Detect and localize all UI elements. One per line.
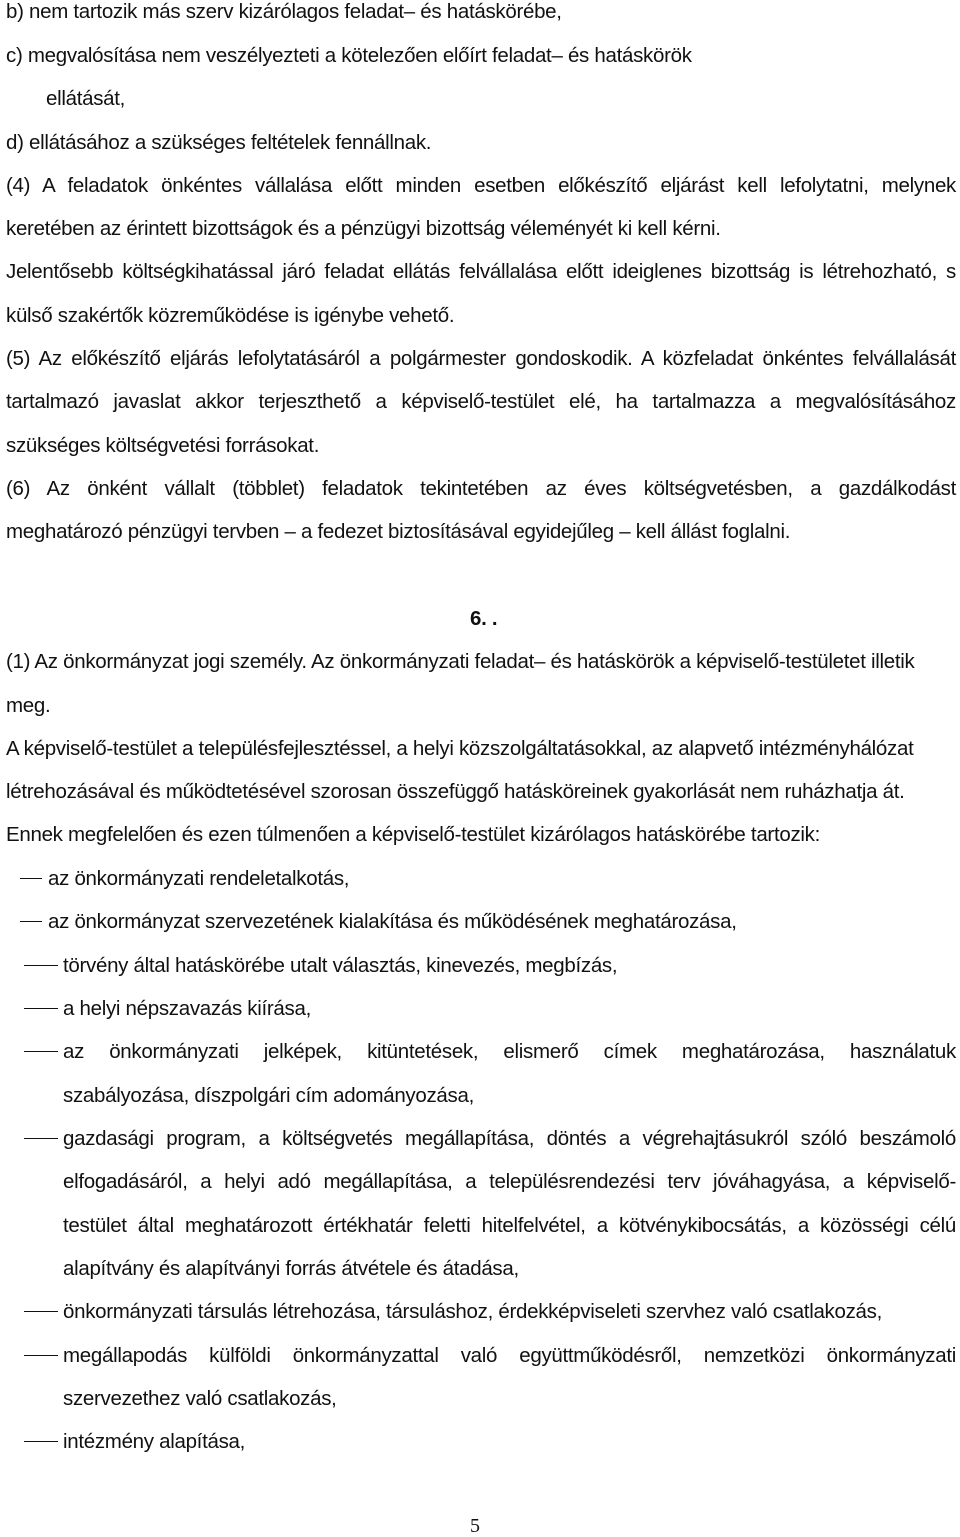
list-item-continuation: szabályozása, díszpolgári cím adományozása, [63,1084,474,1107]
paragraph-line: d) ellátásához a szükséges feltételek fennállnak. [6,131,432,154]
dash-bullet [24,1311,58,1312]
paragraph-line: tartalmazó javaslat akkor terjeszthető a képviselő-testület elé, ha tartalmazza a megvalósításához [6,390,956,413]
dash-bullet [24,1051,58,1052]
paragraph-line: A képviselő-testület a településfejlesztéssel, a helyi közszolgáltatásokkal, az alapvető intézményhálózat [6,737,914,760]
dash-bullet [24,965,58,966]
paragraph-line: meg. [6,694,51,717]
list-item-text: önkormányzati társulás létrehozása, társuláshoz, érdekképviseleti szervhez való csatlakozás, [63,1300,882,1323]
paragraph-line: (1) Az önkormányzat jogi személy. Az önkormányzati feladat– és hatáskörök a képviselő-testületet illetik [6,650,915,673]
list-item-continuation: testület által meghatározott értékhatár feletti hitelfelvétel, a kötvénykibocsátás, a közösségi célú [63,1214,956,1237]
dash-bullet [24,1138,58,1139]
list-item-continuation: elfogadásáról, a helyi adó megállapítása, a településrendezési terv jóváhagyása, a képviselő- [63,1170,956,1193]
list-item-continuation: szervezethez való csatlakozás, [63,1387,337,1410]
paragraph-line: Jelentősebb költségkihatással járó feladat ellátás felvállalása előtt ideiglenes bizottság is létrehozható, s [6,260,956,283]
paragraph-line: Ennek megfelelően és ezen túlmenően a képviselő-testület kizárólagos hatáskörébe tartozik: [6,823,820,846]
paragraph-line: b) nem tartozik más szerv kizárólagos feladat– és hatáskörébe, [6,0,562,23]
paragraph-line: létrehozásával és működtetésével szorosan összefüggő hatásköreinek gyakorlását nem ruházhatja át. [6,780,905,803]
dash-bullet [20,921,42,922]
list-item-text: a helyi népszavazás kiírása, [63,997,311,1020]
paragraph-line: meghatározó pénzügyi tervben – a fedezet biztosításával egyidejűleg – kell állást foglalni. [6,520,791,543]
list-item-text: az önkormányzati jelképek, kitüntetések, elismerő címek meghatározása, használatuk [63,1040,956,1063]
list-item-text: az önkormányzati rendeletalkotás, [48,867,350,890]
list-item-text: megállapodás külföldi önkormányzattal való együttműködésről, nemzetközi önkormányzati [63,1344,956,1367]
paragraph-line: c) megvalósítása nem veszélyezteti a kötelezően előírt feladat– és hatáskörök [6,44,692,67]
paragraph-line: ellátását, [46,87,126,110]
dash-bullet [24,1441,58,1442]
paragraph-line: keretében az érintett bizottságok és a pénzügyi bizottság véleményét ki kell kérni. [6,217,721,240]
dash-bullet [20,878,42,879]
list-item-text: intézmény alapítása, [63,1430,246,1453]
paragraph-line: (5) Az előkészítő eljárás lefolytatásáról a polgármester gondoskodik. A közfeladat önkéntes felvállalását [6,347,956,370]
paragraph-line: külső szakértők közreműködése is igénybe vehető. [6,304,455,327]
page-number: 5 [470,1515,480,1537]
section-heading: 6. . [470,607,498,630]
list-item-text: gazdasági program, a költségvetés megállapítása, döntés a végrehajtásukról szóló beszámoló [63,1127,956,1150]
dash-bullet [24,1008,58,1009]
paragraph-line: (6) Az önként vállalt (többlet) feladatok tekintetében az éves költségvetésben, a gazdálkodást [6,477,956,500]
paragraph-line: (4) A feladatok önkéntes vállalása előtt minden esetben előkészítő eljárást kell lefolytatni, melynek [6,174,956,197]
list-item-text: törvény által hatáskörébe utalt választás, kinevezés, megbízás, [63,954,618,977]
list-item-continuation: alapítvány és alapítványi forrás átvétele és átadása, [63,1257,519,1280]
dash-bullet [24,1355,58,1356]
list-item-text: az önkormányzat szervezetének kialakítása és működésének meghatározása, [48,910,737,933]
paragraph-line: szükséges költségvetési forrásokat. [6,434,320,457]
